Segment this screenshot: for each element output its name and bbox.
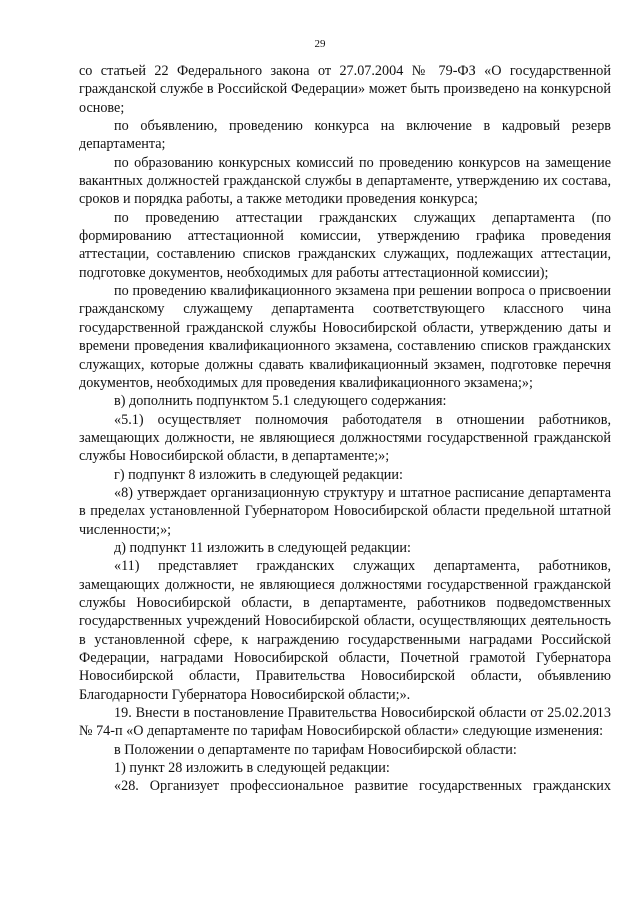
paragraph: по объявлению, проведению конкурса на включение в кадровый резерв департамента; bbox=[79, 118, 611, 153]
paragraph: г) подпункт 8 изложить в следующей редакции: bbox=[114, 466, 403, 483]
document-body bbox=[79, 62, 611, 796]
paragraph: по проведению аттестации гражданских служащих департамента (по формированию аттестационной комиссии, утверждению графика проведения аттестации, составлению списков гражданских служащих, подлежащих аттестации, подготовке документов, необходимых для работы аттестационной комиссии); bbox=[79, 209, 611, 281]
paragraph: 1) пункт 28 изложить в следующей редакции: bbox=[114, 760, 390, 777]
paragraph: по проведению квалификационного экзамена при решении вопроса о присвоении гражданскому служащему департамента соответствующего классного чина государственной гражданской службы Новосибирской области, утверждению даты и времени проведения квалификационного экзамена, составлению списков гражданских служащих, которые должны сдавать квалификационный экзамен, подготовке перечня документов, необходимых для проведения квалификационного экзамена;»; bbox=[79, 283, 611, 391]
paragraph: «5.1) осуществляет полномочия работодателя в отношении работников, замещающих должности, не являющиеся должностями государственной гражданской службы Новосибирской области, в департаменте;»; bbox=[79, 411, 611, 465]
paragraph: по образованию конкурсных комиссий по проведению конкурсов на замещение вакантных должностей гражданской службы в департаменте, утверждению их состава, сроков и порядка работы, а также методики проведения конкурса; bbox=[79, 154, 611, 208]
page-number: 29 bbox=[314, 38, 326, 50]
paragraph: 19. Внести в постановление Правительства Новосибирской области от 25.02.2013 № 74-п «О департаменте по тарифам Новосибирской области» следующие изменения: bbox=[79, 705, 611, 740]
paragraph: «28. Организует профессиональное развитие государственных гражданских bbox=[114, 778, 611, 795]
paragraph: д) подпункт 11 изложить в следующей редакции: bbox=[114, 539, 411, 556]
paragraph: в) дополнить подпунктом 5.1 следующего содержания: bbox=[114, 393, 447, 410]
paragraph: «8) утверждает организационную структуру и штатное расписание департамента в пределах установленной Губернатором Новосибирской области предельной штатной численности;»; bbox=[79, 484, 611, 538]
paragraph: со статьей 22 Федерального закона от 27.07.2004 № 79-ФЗ «О государственной гражданской службе в Российской Федерации» может быть произведено на конкурсной основе; bbox=[79, 63, 611, 116]
paragraph: в Положении о департаменте по тарифам Новосибирской области: bbox=[114, 741, 517, 758]
paragraph: «11) представляет гражданских служащих департамента, работников, замещающих должности, не являющиеся должностями государственной гражданской службы Новосибирской области, в департаменте, работников подведомственных государственных учреждений Новосибирской области, осуществляющих деятельность в установленной сфере, к награждению государственными наградами Российской Федерации, наградами Новосибирской области, Почетной грамотой Губернатора Новосибирской области, Правительства Новосибирской области, объявлению Благодарности Губернатора Новосибирской области;». bbox=[79, 558, 611, 703]
